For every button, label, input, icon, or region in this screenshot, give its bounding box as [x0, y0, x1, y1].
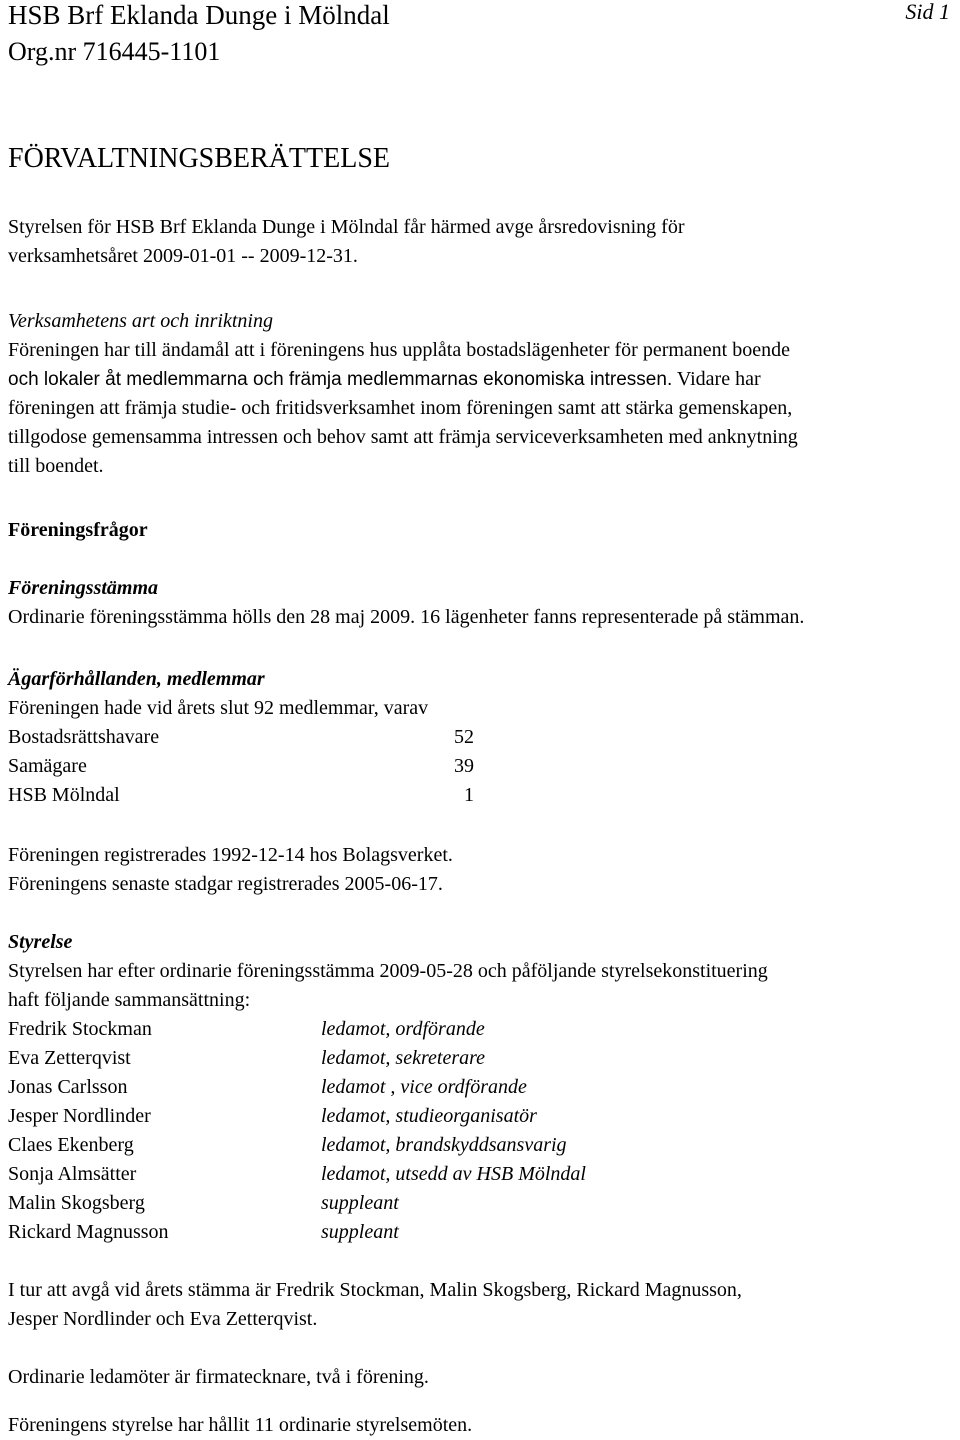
board-member-name: Fredrik Stockman: [8, 1018, 152, 1040]
board-member-row: [8, 1102, 768, 1131]
board-member-name: Malin Skogsberg: [8, 1192, 145, 1214]
verksamhet-heading: Verksamhetens art och inriktning: [8, 310, 273, 332]
verksamhet-line-2: [8, 365, 798, 394]
member-type-count: 39: [454, 755, 474, 777]
board-member-role: ledamot, brandskyddsansvarig: [321, 1134, 567, 1156]
stamma-text: Ordinarie föreningsstämma hölls den 28 maj 2009. 16 lägenheter fanns representerade på stämman.: [8, 606, 805, 628]
board-member-role: suppleant: [321, 1192, 399, 1214]
board-member-name: Sonja Almsätter: [8, 1163, 137, 1185]
board-member-row: [8, 1044, 768, 1073]
member-count-row: [8, 723, 474, 752]
styrelse-heading: Styrelse: [8, 931, 73, 953]
board-member-row: [8, 1160, 768, 1189]
verksamhet-line-1: Föreningen har till ändamål att i föreningens hus upplåta bostadslägenheter för permanent boende: [8, 339, 790, 361]
statutes-line: Föreningens senaste stadgar registrerades 2005-06-17.: [8, 873, 443, 895]
agare-heading: Ägarförhållanden, medlemmar: [8, 668, 265, 690]
board-member-role: ledamot, ordförande: [321, 1018, 485, 1040]
member-count-row: [8, 781, 474, 810]
board-member-row: [8, 1131, 768, 1160]
board-member-row: [8, 1189, 768, 1218]
retiring-members: [8, 1276, 742, 1334]
meetings-text: Föreningens styrelse har hållit 11 ordinarie styrelsemöten.: [8, 1414, 473, 1436]
member-type-label: Samägare: [8, 755, 87, 777]
board-member-name: Claes Ekenberg: [8, 1134, 134, 1156]
board-member-role: suppleant: [321, 1221, 399, 1243]
member-count-row: [8, 752, 474, 781]
board-member-role: ledamot , vice ordförande: [321, 1076, 527, 1098]
verksamhet-line-3: föreningen att främja studie- och fritidsverksamhet inom föreningen samt att stärka gemenskapen,: [8, 397, 793, 419]
board-member-name: Jonas Carlsson: [8, 1076, 128, 1098]
agare-intro: Föreningen hade vid årets slut 92 medlemmar, varav: [8, 697, 429, 719]
styrelse-intro-2: haft följande sammansättning:: [8, 989, 251, 1011]
retiring-line-1: I tur att avgå vid årets stämma är Fredrik Stockman, Malin Skogsberg, Rickard Magnusson,: [8, 1279, 742, 1301]
board-member-role: ledamot, utsedd av HSB Mölndal: [321, 1163, 586, 1185]
intro-line-1: Styrelsen för HSB Brf Eklanda Dunge i Mölndal får härmed avge årsredovisning för: [8, 216, 685, 238]
foreningsfragor-heading: Föreningsfrågor: [8, 519, 148, 541]
member-type-label: Bostadsrättshavare: [8, 726, 160, 748]
styrelse-section: [8, 928, 768, 1247]
verksamhet-section: [8, 307, 798, 481]
document-heading: FÖRVALTNINGSBERÄTTELSE: [8, 143, 391, 174]
verksamhet-line-2-sans: och lokaler åt medlemmarna och främja medlemmarnas ekonomiska intressen.: [8, 369, 673, 390]
signatories-text: Ordinarie ledamöter är firmatecknare, två i förening.: [8, 1366, 429, 1388]
page-number: Sid 1: [905, 0, 950, 24]
intro-paragraph: [8, 213, 685, 271]
board-member-row: [8, 1218, 768, 1247]
board-member-row: [8, 1015, 768, 1044]
member-type-label: HSB Mölndal: [8, 784, 120, 806]
verksamhet-line-5: till boendet.: [8, 455, 104, 477]
board-member-row: [8, 1073, 768, 1102]
member-type-count: 52: [454, 726, 474, 748]
stamma-heading: Föreningsstämma: [8, 577, 159, 599]
verksamhet-line-4: tillgodose gemensamma intressen och behov samt att främja serviceverksamheten med anknytning: [8, 426, 798, 448]
association-name: HSB Brf Eklanda Dunge i Mölndal: [8, 0, 390, 30]
board-member-role: ledamot, studieorganisatör: [321, 1105, 537, 1127]
board-member-name: Rickard Magnusson: [8, 1221, 169, 1243]
board-member-role: ledamot, sekreterare: [321, 1047, 486, 1069]
registration-info: [8, 841, 453, 899]
registration-line: Föreningen registrerades 1992-12-14 hos Bolagsverket.: [8, 844, 453, 866]
verksamhet-line-2-rest: Vidare har: [672, 368, 761, 390]
board-member-name: Eva Zetterqvist: [8, 1047, 131, 1069]
retiring-line-2: Jesper Nordlinder och Eva Zetterqvist.: [8, 1308, 318, 1330]
agare-section: [8, 665, 474, 810]
org-number: Org.nr 716445-1101: [8, 37, 221, 66]
board-member-name: Jesper Nordlinder: [8, 1105, 151, 1127]
member-type-count: 1: [464, 784, 474, 806]
stamma-section: [8, 574, 804, 632]
intro-line-2: verksamhetsåret 2009-01-01 -- 2009-12-31.: [8, 245, 358, 267]
styrelse-intro-1: Styrelsen har efter ordinarie föreningsstämma 2009-05-28 och påföljande styrelsekonstituering: [8, 960, 768, 982]
